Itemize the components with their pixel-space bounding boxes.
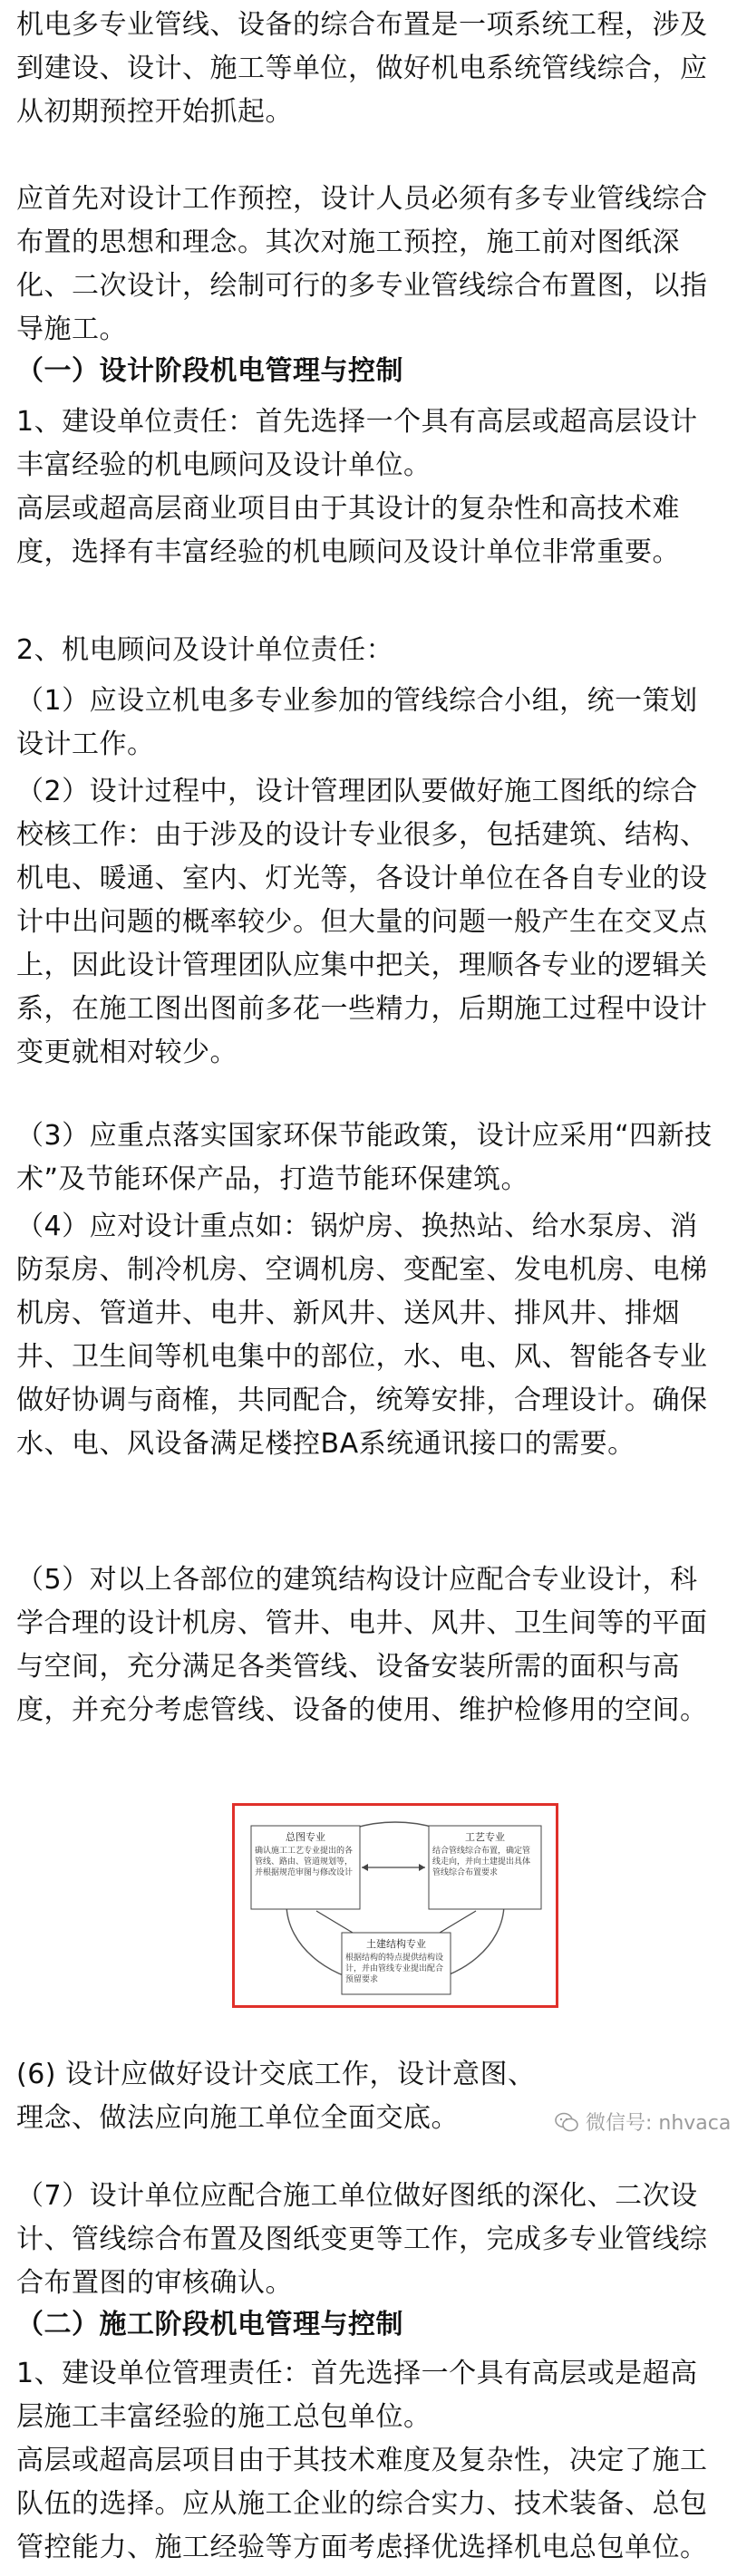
bottom-box-body: 根据结构的特点提供结构设计，并由管线专业提出配合预留要求 bbox=[345, 1954, 444, 1984]
arrow-left-down bbox=[316, 1911, 353, 1933]
item-5: （5）对以上各部位的建筑结构设计应配合专业设计，科学合理的设计机房、管井、电井、风井、卫生间等的平面与空间，充分满足各类管线、设备安装所需的面积与高度，并充分考虑管线、设备的使用、维护检修用的空间。 bbox=[16, 1564, 708, 1726]
left-box-title: 总图专业 bbox=[286, 1831, 325, 1843]
item-2: （2）设计过程中，设计管理团队要做好施工图纸的综合校核工作：由于涉及的设计专业很多，包括建筑、结构、机电、暖通、室内、灯光等，各设计单位在各自专业的设计中出问题的概率较少。但大量的问题一般产生在交叉点上，因此设计管理团队应集中把关，理顺各专业的逻辑关系，在施工图出图前多花一些精力，后期施工过程中设计变更就相对较少。 bbox=[16, 776, 708, 1068]
watermark-text: 微信号: nhvaca bbox=[586, 2112, 732, 2135]
coordination-diagram bbox=[232, 1803, 558, 2008]
item-7: （7）设计单位应配合施工单位做好图纸的深化、二次设计、管线综合布置及图纸变更等工作，完成多专业管线综合布置图的审核确认。 bbox=[16, 2180, 708, 2299]
owner-responsibility-detail: 高层或超高层商业项目由于其设计的复杂性和高技术难度，选择有丰富经验的机电顾问及设计单位非常重要。 bbox=[16, 493, 680, 568]
diagram-svg bbox=[235, 1806, 556, 2005]
consultant-responsibility: 2、机电顾问及设计单位责任： bbox=[16, 634, 394, 666]
item-1: （1）应设立机电多专业参加的管线综合小组，统一策划设计工作。 bbox=[16, 685, 698, 760]
wechat-icon bbox=[555, 2112, 578, 2132]
arrow-head-left bbox=[362, 1864, 368, 1871]
left-box-body: 确认施工工艺专业提出的各管线、路由、管道规划等，并根据规范审图与修改设计 bbox=[255, 1847, 354, 1877]
contractor-selection-detail: 高层或超高层项目由于其技术难度及复杂性，决定了施工队伍的选择。应从施工企业的综合实力、技术装备、总包管控能力、施工经验等方面考虑择优选择机电总包单位。 bbox=[16, 2445, 708, 2563]
section-heading-design: （一）设计阶段机电管理与控制 bbox=[16, 355, 403, 387]
right-box-body: 结合管线综合布置，确定管线走向，并向土建提出具体管线综合布置要求 bbox=[432, 1847, 531, 1877]
precontrol-paragraph: 应首先对设计工作预控，设计人员必须有多专业管线综合布置的思想和理念。其次对施工预控，施工前对图纸深化、二次设计，绘制可行的多专业管线综合布置图，以指导施工。 bbox=[16, 183, 708, 345]
intro-paragraph: 机电多专业管线、设备的综合布置是一项系统工程，涉及到建设、设计、施工等单位，做好机电系统管线综合，应从初期预控开始抓起。 bbox=[16, 9, 708, 128]
arrow-head-right bbox=[419, 1864, 425, 1871]
right-box bbox=[429, 1826, 541, 1909]
right-box-title: 工艺专业 bbox=[465, 1831, 505, 1843]
section-heading-construction: （二）施工阶段机电管理与控制 bbox=[16, 2309, 403, 2340]
item-6: (6) 设计应做好设计交底工作，设计意图、理念、做法应向施工单位全面交底。 bbox=[16, 2059, 536, 2134]
item-3: （3）应重点落实国家环保节能政策，设计应采用“四新技术”及节能环保产品，打造节能环保建筑。 bbox=[16, 1120, 713, 1195]
bottom-box-title: 土建结构专业 bbox=[366, 1938, 426, 1950]
bottom-box bbox=[342, 1933, 451, 1994]
wechat-watermark bbox=[555, 2108, 731, 2136]
left-box bbox=[251, 1826, 360, 1909]
owner-management-responsibility: 1、建设单位管理责任：首先选择一个具有高层或是超高层施工丰富经验的施工总包单位。 bbox=[16, 2358, 698, 2433]
owner-responsibility: 1、建设单位责任：首先选择一个具有高层或超高层设计丰富经验的机电顾问及设计单位。 bbox=[16, 406, 698, 481]
item-4: （4）应对设计重点如：锅炉房、换热站、给水泵房、消防泵房、制冷机房、空调机房、变配室、发电机房、电梯机房、管道井、电井、新风井、送风井、排风井、排烟井、卫生间等机电集中的部位，水、电、风、智能各专业做好协调与商榷，共同配合，统筹安排，合理设计。确保水、电、风设备满足楼控BA系统通讯接口的需要。 bbox=[16, 1211, 708, 1460]
arrow-right-down bbox=[440, 1911, 476, 1933]
